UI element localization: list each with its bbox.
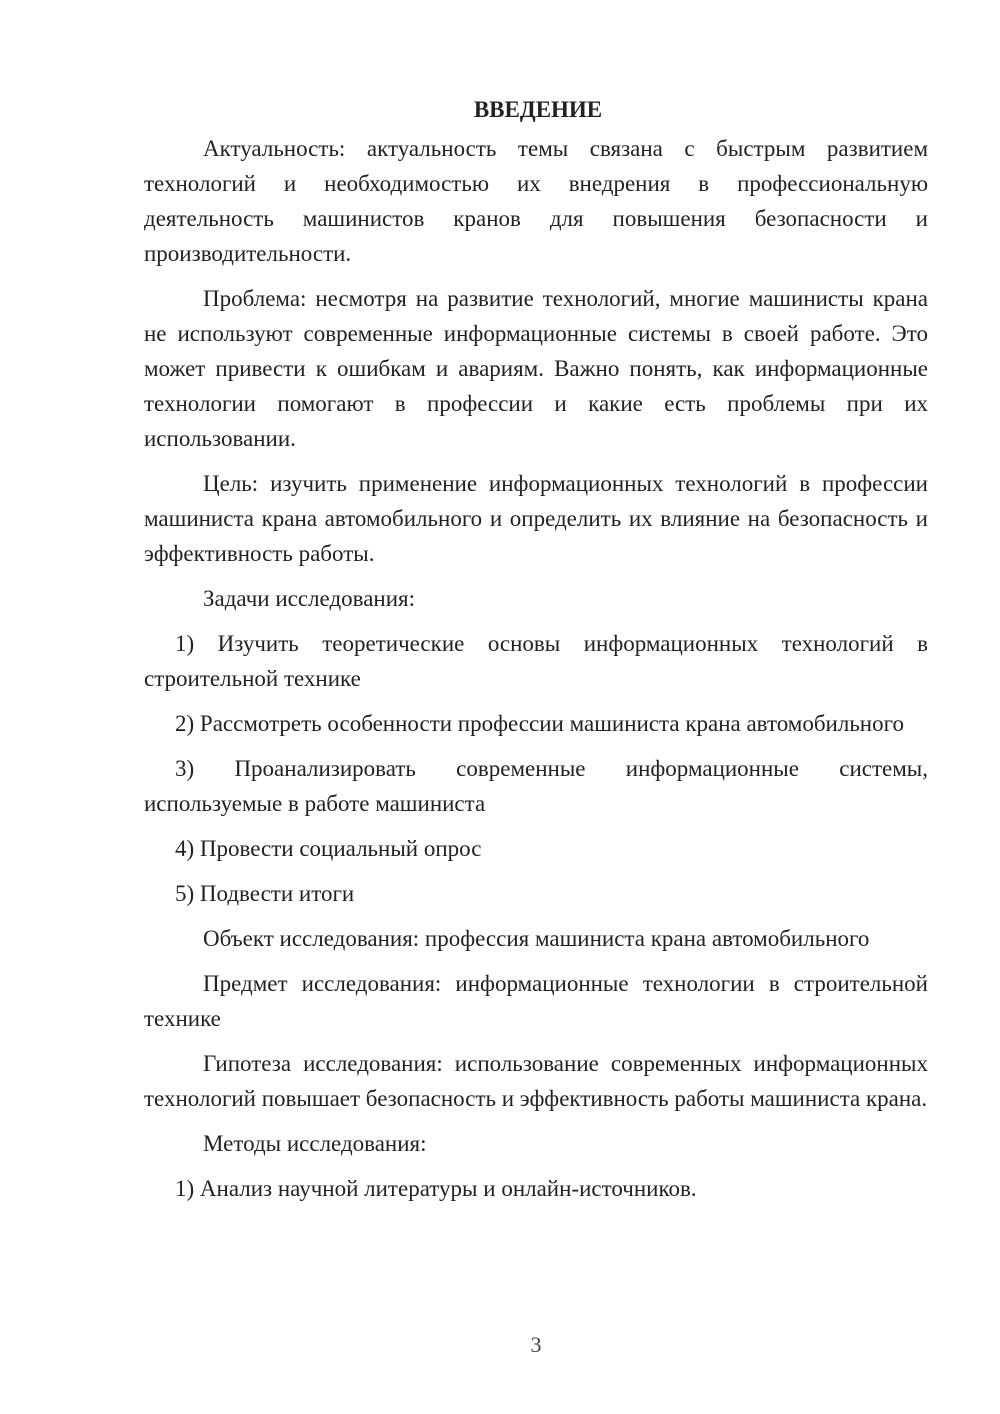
tasks-heading: Задачи исследования: [203, 586, 416, 611]
relevance-paragraph: Актуальность: актуальность темы связана с быстрым развитием технологий и необходимостью их внедрения в профессиональную деятельность машинистов кранов для повышения безопасности и производительности. [144, 136, 928, 266]
task-item-5: 5) Подвести итоги [175, 881, 355, 906]
object-paragraph: Объект исследования: профессия машиниста крана автомобильного [203, 926, 870, 951]
task-item-3: 3) Проанализировать современные информационные системы, используемые в работе машиниста [144, 756, 928, 816]
task-item-1: 1) Изучить теоретические основы информационных технологий в строительной технике [144, 631, 928, 691]
task-item-4: 4) Провести социальный опрос [175, 836, 482, 861]
goal-paragraph: Цель: изучить применение информационных технологий в профессии машиниста крана автомобильного и определить их влияние на безопасность и эффективность работы. [144, 471, 928, 566]
hypothesis-paragraph: Гипотеза исследования: использование современных информационных технологий повышает безопасность и эффективность работы машиниста крана. [144, 1051, 928, 1111]
problem-paragraph: Проблема: несмотря на развитие технологий, многие машинисты крана не используют современные информационные системы в своей работе. Это может привести к ошибкам и авариям. Важно понять, как информационные технологии помогают в профессии и какие есть проблемы при их использовании. [144, 286, 928, 451]
page-content [144, 92, 928, 1216]
section-title: ВВЕДЕНИЕ [473, 97, 603, 122]
task-item-2: 2) Рассмотреть особенности профессии машиниста крана автомобильного [175, 711, 904, 736]
subject-paragraph: Предмет исследования: информационные технологии в строительной технике [144, 971, 928, 1031]
page-number: 3 [530, 1332, 542, 1357]
methods-heading: Методы исследования: [203, 1131, 427, 1156]
method-item-1: 1) Анализ научной литературы и онлайн-источников. [175, 1176, 697, 1201]
